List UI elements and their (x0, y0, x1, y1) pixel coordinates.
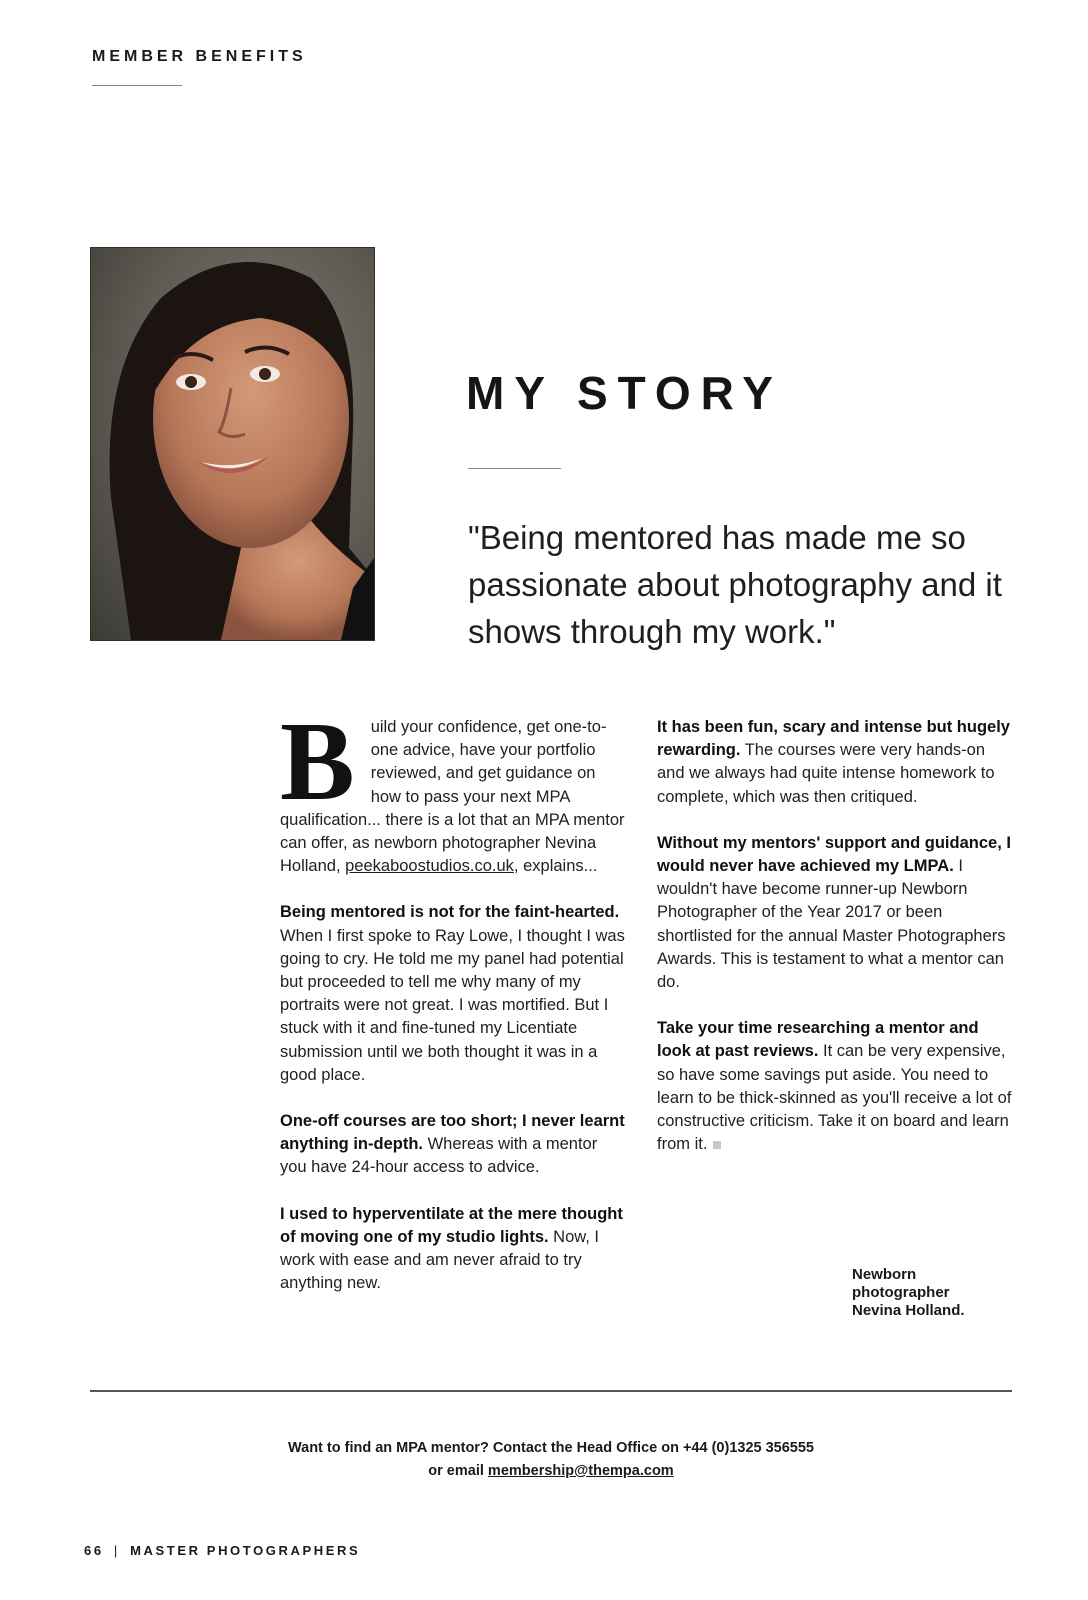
article-paragraph (280, 1203, 628, 1296)
caption-line: Newborn (852, 1266, 917, 1283)
end-mark-icon (713, 1141, 721, 1149)
section-label: MEMBER BENEFITS (92, 48, 307, 65)
contact-email-line (90, 1460, 1012, 1483)
paragraph-lead: Being mentored is not for the faint-hearted. (280, 903, 620, 922)
photo-caption (852, 1266, 965, 1320)
page-number: 66 (84, 1543, 104, 1558)
paragraph-lead: It has been fun, scary and intense but hugely rewarding. (657, 718, 1010, 760)
footer-separator: | (113, 1543, 120, 1558)
paragraph-body: Whereas with a mentor you have 24-hour access to advice. (280, 1135, 598, 1177)
paragraph-lead: One-off courses are too short; I never learnt anything in-depth. (280, 1112, 625, 1154)
title-divider (468, 468, 561, 469)
email-link[interactable]: membership@thempa.com (487, 1463, 674, 1479)
article-paragraph (657, 716, 1013, 809)
caption-line: photographer (852, 1284, 950, 1301)
publication-name: MASTER PHOTOGRAPHERS (130, 1543, 361, 1558)
drop-cap: B (280, 700, 355, 824)
pull-quote: "Being mentored has made me so passionate about photography and it shows through my work." (468, 519, 1002, 650)
studio-website-link[interactable]: peekaboostudios.co.uk (345, 857, 514, 876)
portrait-photo (90, 247, 375, 641)
paragraph-body: The courses were very hands-on and we always had quite intense homework to complete, which was then critiqued. (657, 741, 995, 806)
contact-line: Want to find an MPA mentor? Contact the Head Office on +44 (0)1325 356555 (287, 1440, 814, 1456)
intro-text: uild your confidence, get one-to-one advice, have your portfolio reviewed, and get guidance on how to pass your next MPA qualification... there is a lot that an MPA mentor can offer, as newborn photographer Nevina Holland, (280, 718, 625, 876)
intro-text-end: , explains... (513, 857, 598, 876)
portrait-illustration (91, 248, 374, 640)
article-paragraph (280, 1110, 628, 1180)
article-paragraph (657, 1017, 1013, 1156)
contact-email-prefix: or email (428, 1463, 488, 1479)
page-footer (84, 1543, 360, 1558)
intro-paragraph (280, 700, 628, 878)
article-title: MY STORY (466, 367, 783, 419)
article-paragraph (280, 901, 628, 1087)
paragraph-body: I wouldn't have become runner-up Newborn Photographer of the Year 2017 or been shortlisted for the annual Master Photographers Awards. This is testament to what a mentor can do. (657, 857, 1006, 992)
paragraph-lead: Take your time researching a mentor and look at past reviews. (657, 1019, 979, 1061)
paragraph-body: Now, I work with ease and am never afraid to try anything new. (280, 1227, 600, 1293)
caption-line: Nevina Holland. (852, 1302, 965, 1319)
footer-divider (90, 1390, 1012, 1392)
paragraph-body: When I first spoke to Ray Lowe, I thought I was going to cry. He told me my panel had potential but proceeded to tell me why many of my portraits were not great. I was mortified. But I stuck with it and fine-tuned my Licentiate submission until we both thought it was in a good place. (280, 926, 625, 1084)
article-paragraph (657, 832, 1013, 994)
section-divider (92, 85, 182, 86)
article-column-right (657, 716, 1013, 1179)
paragraph-lead: I used to hyperventilate at the mere thought of moving one of my studio lights. (280, 1204, 623, 1246)
paragraph-lead: Without my mentors' support and guidance, I would never have achieved my LMPA. (657, 833, 1011, 876)
contact-box (90, 1437, 1012, 1483)
article-column-left (280, 700, 628, 1318)
paragraph-body: It can be very expensive, so have some savings put aside. You need to learn to be thick-skinned as you'll receive a lot of constructive criticism. Take it on board and learn from it. (657, 1042, 1012, 1154)
